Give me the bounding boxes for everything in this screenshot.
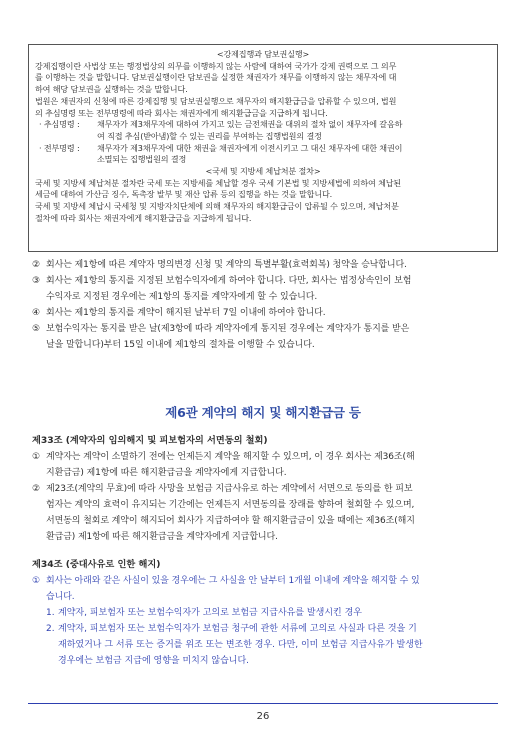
box-para-line: 를 이행하는 것을 말합니다. 담보권실행이란 담보권을 실정한 채권자가 채무를 이행하지 않는 채무자에 대 [35, 72, 397, 83]
clause-item [32, 481, 502, 545]
sub-clause-line: 계약자, 피보험자 또는 보험수익자가 보험금 청구에 관한 서류에 고의로 사실과 다른 것을 기 [58, 624, 417, 634]
clause-line: 제23조(계약의 무효)에 따라 사망을 보험금 지급사유로 하는 계약에서 서면으로 동의를 한 피보 [46, 484, 413, 494]
info-box [28, 44, 498, 252]
clause-number: ③ [32, 276, 40, 286]
clause-item [32, 321, 502, 353]
box-para-line: 국세 및 지방세 체납처분 절차란 국세 또는 지방세를 체납할 경우 국세 기본법 및 지방세법에 의하여 체납된 [35, 177, 402, 188]
article-heading: 제34조 (중대사유로 인한 해지) [32, 559, 161, 570]
sub-clause-line: 재하였거나 그 서류 또는 증거를 위조 또는 변조한 경우. 다만, 이미 보험금 지급사유가 발생한 [58, 640, 423, 650]
clause-number: ② [32, 260, 40, 270]
definition-term: · 추심명령 : [39, 119, 80, 130]
definition-line: 여 직접 추심(받아냄)할 수 있는 권리를 부여하는 집행법원의 결정 [97, 130, 322, 141]
clause-line: 지환급금) 제1항에 따른 해지환급금을 계약자에게 지급합니다. [46, 468, 287, 478]
box-para-line: 법원은 채권자의 신청에 따른 강제집행 및 담보권실행으로 채무자의 해지환급금을 압류할 수 있으며, 법원 [35, 95, 397, 106]
clause-line: 회사는 제1항의 통지를 지정된 보험수익자에게 하여야 합니다. 다만, 회사는 법정상속인이 보험 [46, 276, 412, 286]
clause-number: ① [32, 576, 40, 586]
clause-line: 회사는 제1항에 따른 계약자 명의변경 신청 및 계약의 특별부활(효력회복) 청약을 승낙합니다. [46, 260, 407, 270]
box-para-line: 절차에 따라 회사는 채권자에게 해지환급금을 지급하게 됩니다. [35, 212, 252, 223]
clause-line: 회사는 아래와 같은 사실이 있을 경우에는 그 사실을 안 날부터 1개월 이내에 계약을 해지할 수 있 [46, 576, 420, 586]
definition-line: 채무자가 제3채무자에 대한 채권을 채권자에게 이전시키고 그 대신 채무자에 대한 채권이 [97, 142, 403, 153]
clause-line: 험자는 계약의 효력이 유지되는 기간에는 언제든지 서면동의를 장래를 향하여 철회할 수 있으며, [46, 500, 415, 510]
footer-divider [28, 703, 498, 704]
clause-line: 회사는 제1항의 통지를 계약이 해지된 날부터 7일 이내에 하여야 합니다. [46, 308, 326, 318]
clause-item [32, 449, 502, 481]
page-number: 26 [256, 711, 270, 722]
definition-line: 채무자가 제3채무자에 대하여 가지고 있는 금전채권을 대위의 절차 없이 채무자에 갈음하 [97, 119, 403, 130]
sub-clause [32, 605, 502, 621]
sub-clause-number: 2. [46, 624, 55, 634]
article-heading: 제33조 (계약자의 임의해지 및 피보험자의 서면동의 철회) [32, 435, 268, 446]
sub-clause-number: 1. [46, 608, 55, 618]
clause-item [32, 305, 502, 321]
sub-clause-line: 경우에는 보험금 지급에 영향을 미치지 않습니다. [58, 656, 250, 666]
clause-list-top [32, 257, 502, 353]
box-title-enforcement: <강제집행과 담보권실행> [216, 49, 310, 59]
box-para-line: 국세 및 지방세 체납시 국세청 및 지방자치단체에 의해 채무자의 해지환급금이 압류될 수 있으며, 체납처분 [35, 201, 399, 212]
box-para-line: 의 추심명령 또는 전부명령에 따라 회사는 채권자에게 해지환급금을 지급하게 됩니다. [35, 107, 328, 118]
clause-number: ② [32, 484, 40, 494]
clause-line: 보험수익자는 통지를 받은 날(제3항에 따라 계약자에게 통지된 경우에는 계약자가 통지를 받은 [46, 324, 410, 334]
clause-line: 날을 말합니다)부터 15일 이내에 제1항의 절차를 이행할 수 있습니다. [46, 340, 315, 350]
box-para-line: 강제집행이란 사법상 또는 행정법상의 의무를 이행하지 않는 사람에 대하여 국가가 강제 권력으로 그 의무 [35, 60, 397, 71]
clause-line: 서면동의 철회로 계약이 해지되어 회사가 지급하여야 할 해지환급금이 있을 때에는 제36조(해지 [46, 516, 415, 526]
sub-clause-line: 계약자, 피보험자 또는 보험수익자가 고의로 보험금 지급사유를 발생시킨 경우 [58, 608, 362, 618]
clause-item [32, 573, 502, 605]
clause-number: ⑤ [32, 324, 40, 334]
definition-term: · 전부명령 : [39, 142, 80, 153]
sub-clause [32, 621, 502, 669]
definition-assignment-order [35, 143, 491, 166]
clause-line: 계약자는 계약이 소멸하기 전에는 언제든지 계약을 해지할 수 있으며, 이 경우 회사는 제36조(해 [46, 452, 415, 462]
clause-line: 습니다. [46, 592, 75, 602]
clause-line: 수익자로 지정된 경우에는 제1항의 통지를 계약자에게 할 수 있습니다. [46, 292, 318, 302]
clause-item [32, 273, 502, 305]
box-para-line: 하여 해당 담보권을 실행하는 것을 말합니다. [35, 84, 188, 95]
clause-number: ④ [32, 308, 40, 318]
box-para-line: 세금에 대하여 가산금 징수, 독촉장 발부 및 재산 압류 등의 집행을 하는 것을 말합니다. [35, 189, 333, 200]
clause-number: ① [32, 452, 40, 462]
definition-collection-order [35, 119, 491, 142]
box-title-tax: <국세 및 지방세 체납처분 절차> [205, 166, 321, 177]
clause-line: 환급금) 제1항에 따른 해지환급금을 계약자에게 지급합니다. [46, 532, 278, 542]
article-34 [32, 557, 502, 669]
chapter-title: 제6관 계약의 해지 및 해지환급금 등 [165, 405, 361, 420]
definition-line: 소멸되는 집행법원의 결정 [97, 154, 187, 165]
article-33 [32, 433, 502, 545]
clause-item [32, 257, 502, 273]
